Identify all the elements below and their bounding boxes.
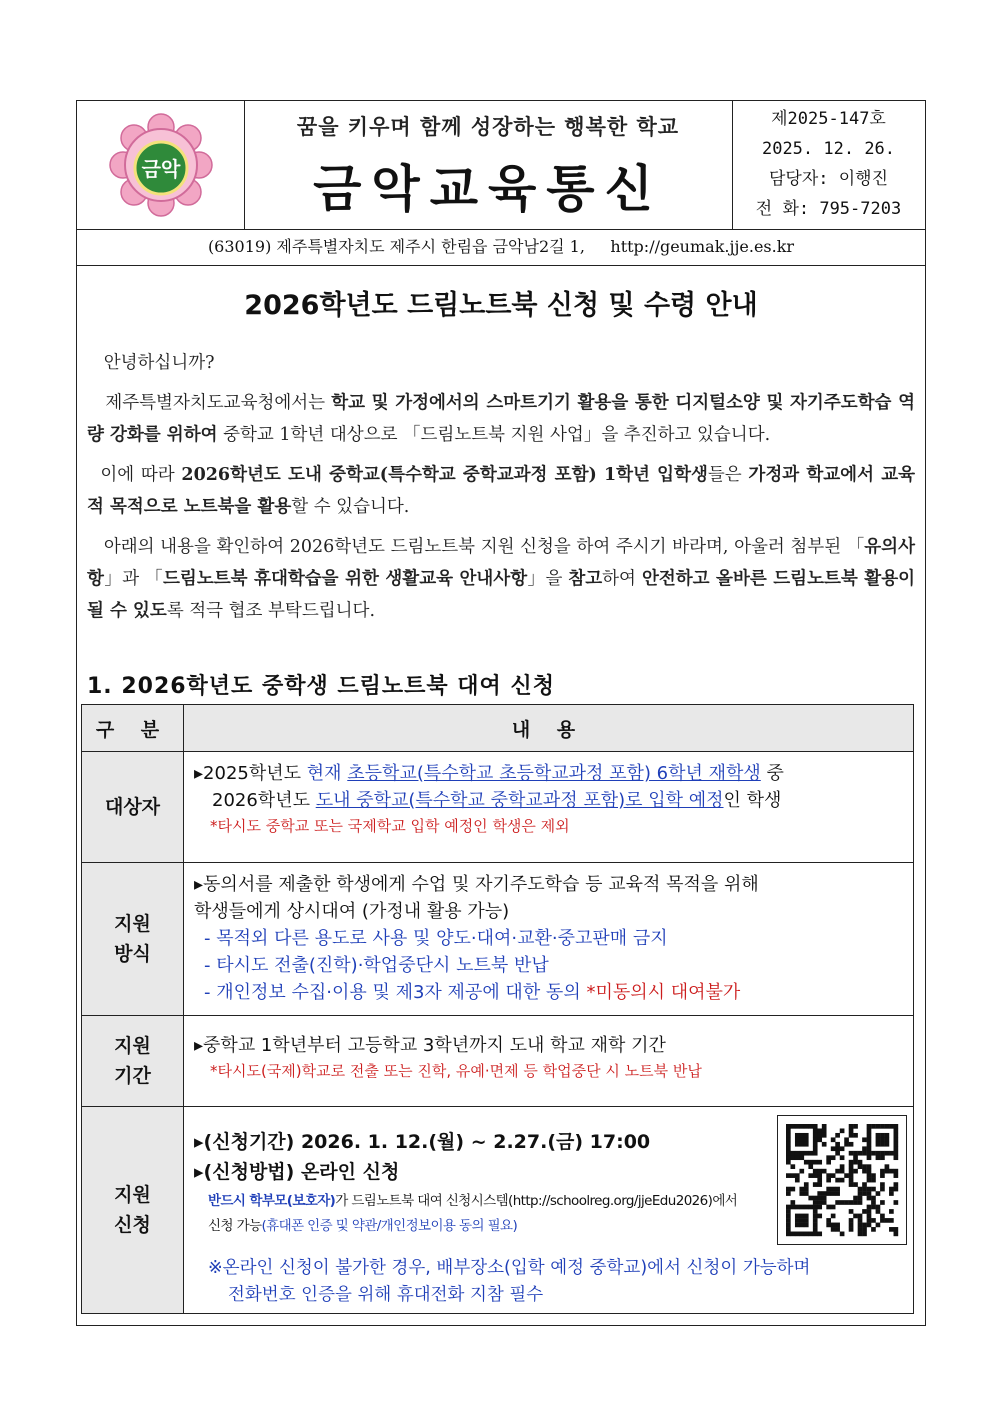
intro-paragraph-3 [87,531,915,627]
issue-info-cell [732,101,925,229]
method-bullet-2: - 타시도 전출(진학)·학업중단시 노트북 반납 [204,955,549,976]
apply-main-lines [194,1127,650,1187]
target-l1-e: 중 [760,763,784,784]
period-label: 지원 기간 [82,1016,184,1107]
contact-person: 담당자: 이행진 [768,169,888,189]
school-slogan: 꿈을 키우며 함께 성장하는 행복한 학교 [296,115,680,139]
method-row [82,863,914,1016]
intro-paragraph-2 [87,459,915,523]
issue-number: 제2025-147호 [771,109,886,129]
apply-alt-line-2: 전화번호 인증을 위해 휴대전화 지참 필수 [228,1285,544,1305]
target-content [184,752,914,863]
p2-text-bold-2: 가정과 학교에서 교육적 목적으로 노트북을 활용 [87,465,916,517]
school-logo-cell [77,101,245,229]
p1-text-c: 중학교 1학년 대상으로 「드림노트북 지원 사업」을 추진하고 있습니다. [217,425,771,445]
apply-period-line [194,1127,650,1157]
apply-method-line [194,1157,650,1187]
period-line-1 [194,1032,907,1059]
document-title: 2026학년도 드림노트북 신청 및 수령 안내 [244,290,758,321]
period-l1: 중학교 1학년부터 고등학교 3학년까지 도내 학교 재학 기간 [203,1035,666,1056]
bullet-triangle-icon: ▸ [194,763,204,784]
newsletter-header [77,101,925,230]
bullet-triangle-icon: ▸ [194,1161,204,1183]
target-l1-current: 현재 [306,763,342,784]
apply-guardian-text: 반드시 학부모(보호자) [208,1193,336,1209]
qr-code-box[interactable] [777,1115,907,1245]
school-emblem-icon [106,110,216,220]
p2-text-a: 이에 따라 [100,465,182,485]
method-line-2: 학생들에게 상시대여 (가정내 활용 가능) [194,901,510,922]
method-b3-text: - 개인정보 수집·이용 및 제3자 제공에 대한 동의 [204,982,587,1003]
p2-text-bold-1: 2026학년도 도내 중학교(특수학교 중학교과정 포함) 1학년 입학생 [181,465,708,485]
issue-date: 2025. 12. 26. [761,139,896,159]
target-l1-elementary: 초등학교(특수학교 초등학교과정 포함) 6학년 재학생 [347,763,761,784]
apply-method: (신청방법) 온라인 신청 [203,1161,400,1183]
period-row [82,1016,914,1107]
newsletter-title: 금악교육통신 [313,160,663,218]
p3-text-c: 」과 「 [103,569,164,589]
target-row [82,752,914,863]
bullet-triangle-icon: ▸ [194,1035,204,1056]
target-line-2 [194,787,907,814]
bullet-triangle-icon: ▸ [194,874,204,895]
p2-text-e: 할 수 있습니다. [291,497,410,517]
apply-period: (신청기간) 2026. 1. 12.(월) ~ 2.27.(금) 17:00 [203,1131,651,1153]
title-cell [244,101,733,229]
apply-detail [208,1189,773,1239]
p3-text-a: 아래의 내용을 확인하여 2026학년도 드림노트북 지원 신청을 하여 주시기 바라며, 아울러 첨부된 「 [103,537,865,557]
target-line-1 [194,760,907,787]
target-label: 대상자 [82,752,184,863]
p3-text-i: 록 적극 협조 부탁드립니다. [166,601,376,621]
target-l2-c: 인 학생 [723,790,782,811]
contact-phone: 전 화: 795-7203 [755,199,902,219]
newsletter-frame [76,100,926,1326]
p3-text-bold-3: 참고 [568,569,603,589]
method-content [184,863,914,1016]
apply-system-link[interactable]: 가 드림노트북 대여 신청시스템(http://schoolreg.org/jjeEdu2026)에서 [335,1193,738,1209]
intro-paragraph-1 [87,387,915,451]
target-l2-middle-school: 도내 중학교(특수학교 중학교과정 포함)로 입학 예정 [315,790,724,811]
method-b3-note: *미동의시 대여불가 [586,982,741,1003]
method-bullet-1: - 목적외 다른 용도로 사용 및 양도·대여·교환·중고판매 금지 [204,928,668,949]
apply-alt-line-1: ※온라인 신청이 불가한 경우, 배부장소(입학 예정 중학교)에서 신청이 가능하며 [208,1258,811,1278]
p3-text-bold-2: 드림노트북 휴대학습을 위한 생활교육 안내사항 [163,569,528,589]
p2-text-c: 들은 [707,465,749,485]
logo-text: 금악 [141,157,180,181]
p1-text-bold: 학교 및 가정에서의 스마트기기 활용을 통한 디지털소양 및 자기주도학습 역량 강화를 위하여 [87,393,915,445]
apply-cell [184,1107,913,1303]
section-1-heading: 1. 2026학년도 중학생 드림노트북 대여 신청 [87,674,555,699]
period-content [184,1016,914,1107]
apply-alternative [208,1255,810,1309]
apply-detail-line-1 [208,1189,773,1214]
p1-text-a: 제주특별자치도교육청에서는 [105,393,332,413]
p3-text-bold-1: 유의사항 [87,537,915,589]
method-l1: 동의서를 제출한 학생에게 수업 및 자기주도학습 등 교육적 목적을 위해 [203,874,759,895]
greeting-paragraph [87,347,915,379]
school-address: (63019) 제주특별자치도 제주시 한림읍 금악남2길 1, [207,237,585,256]
rental-info-table [81,704,914,1314]
target-note: *타시도 중학교 또는 국제학교 입학 예정인 학생은 제외 [210,817,570,835]
p3-text-g: 하여 [602,569,642,589]
greeting-text: 안녕하십니까? [103,353,215,373]
method-line-1 [194,871,907,898]
apply-label: 지원 신청 [82,1107,184,1314]
target-l1-a: 2025학년도 [203,763,307,784]
apply-row [82,1107,914,1314]
method-bullet-3 [194,979,907,1006]
address-bar [77,229,925,266]
apply-detail-line-2 [208,1214,773,1239]
period-note: *타시도(국제)학교로 전출 또는 진학, 유예·면제 등 학업중단 시 노트북 반납 [210,1062,702,1080]
qr-code-icon[interactable] [778,1116,906,1244]
method-label: 지원 방식 [82,863,184,1016]
category-column-header: 구 분 [82,705,184,752]
table-header-row [82,705,914,752]
apply-content [184,1107,914,1314]
p3-text-bold-4: 안전하고 올바른 드림노트북 활용이 될 수 있도 [87,569,916,621]
intro-body [87,347,915,627]
apply-possible-text: 신청 가능 [208,1218,262,1234]
bullet-triangle-icon: ▸ [194,1131,204,1153]
content-column-header: 내 용 [184,705,914,752]
target-l2-a: 2026학년도 [212,790,316,811]
apply-consent-text: (휴대폰 인증 및 약관/개인정보이용 동의 필요) [261,1218,518,1234]
p3-text-e: 」을 [527,569,569,589]
school-url-link[interactable]: http://geumak.jje.es.kr [610,237,795,256]
